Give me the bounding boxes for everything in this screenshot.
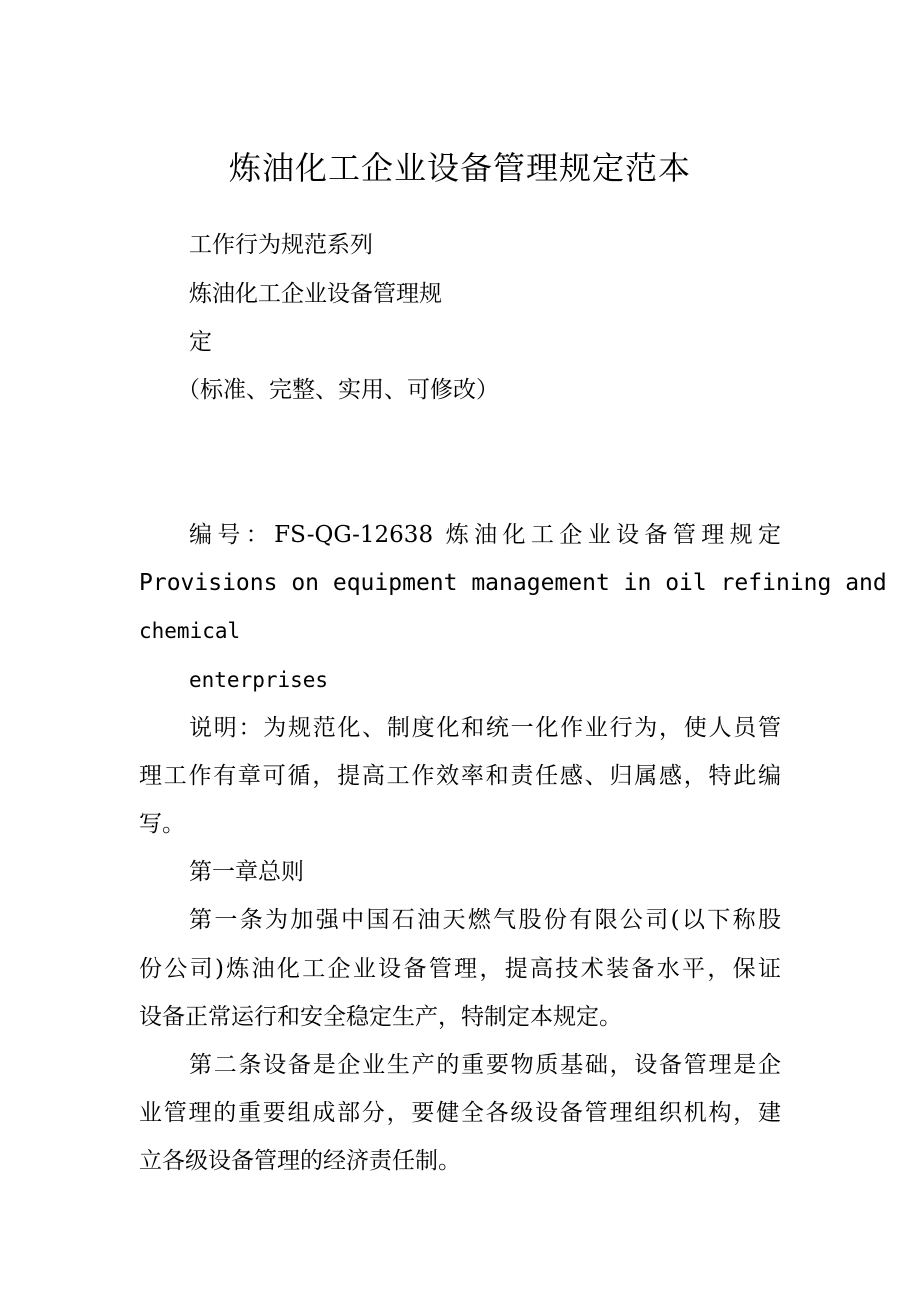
document-code-line: 编号：FS-QG-12638 炼油化工企业设备管理规定	[189, 522, 781, 548]
article-2-line-1: 第二条设备是企业生产的重要物质基础，设备管理是企	[189, 1052, 781, 1078]
english-title-line-2: chemical	[139, 619, 241, 643]
article-1-line-3: 设备正常运行和安全稳定生产，特制定本规定。	[139, 1004, 622, 1030]
series-label: 工作行为规范系列	[189, 232, 373, 258]
description-line-2: 理工作有章可循，提高工作效率和责任感、归属感，特此编	[139, 763, 781, 789]
document-title: 炼油化工企业设备管理规定范本	[228, 149, 691, 187]
description-line-1: 说明：为规范化、制度化和统一化作业行为，使人员管	[189, 715, 781, 741]
chapter-heading: 第一章总则	[189, 859, 304, 885]
qualifiers-text: （标准、完整、实用、可修改）	[177, 377, 499, 403]
subtitle-line-1: 炼油化工企业设备管理规	[189, 281, 442, 307]
description-line-3: 写。	[139, 811, 185, 837]
article-2-line-2: 业管理的重要组成部分，要健全各级设备管理组织机构，建	[139, 1100, 781, 1126]
article-1-line-2: 份公司)炼油化工企业设备管理，提高技术装备水平，保证	[139, 956, 781, 982]
english-title-line-3: enterprises	[189, 668, 329, 692]
subtitle-line-2: 定	[189, 329, 212, 355]
article-1-line-1: 第一条为加强中国石油天燃气股份有限公司(以下称股	[189, 907, 781, 933]
article-2-line-3: 立各级设备管理的经济责任制。	[139, 1148, 461, 1174]
english-title-line-1: Provisions on equipment management in oil refining and	[139, 570, 887, 596]
